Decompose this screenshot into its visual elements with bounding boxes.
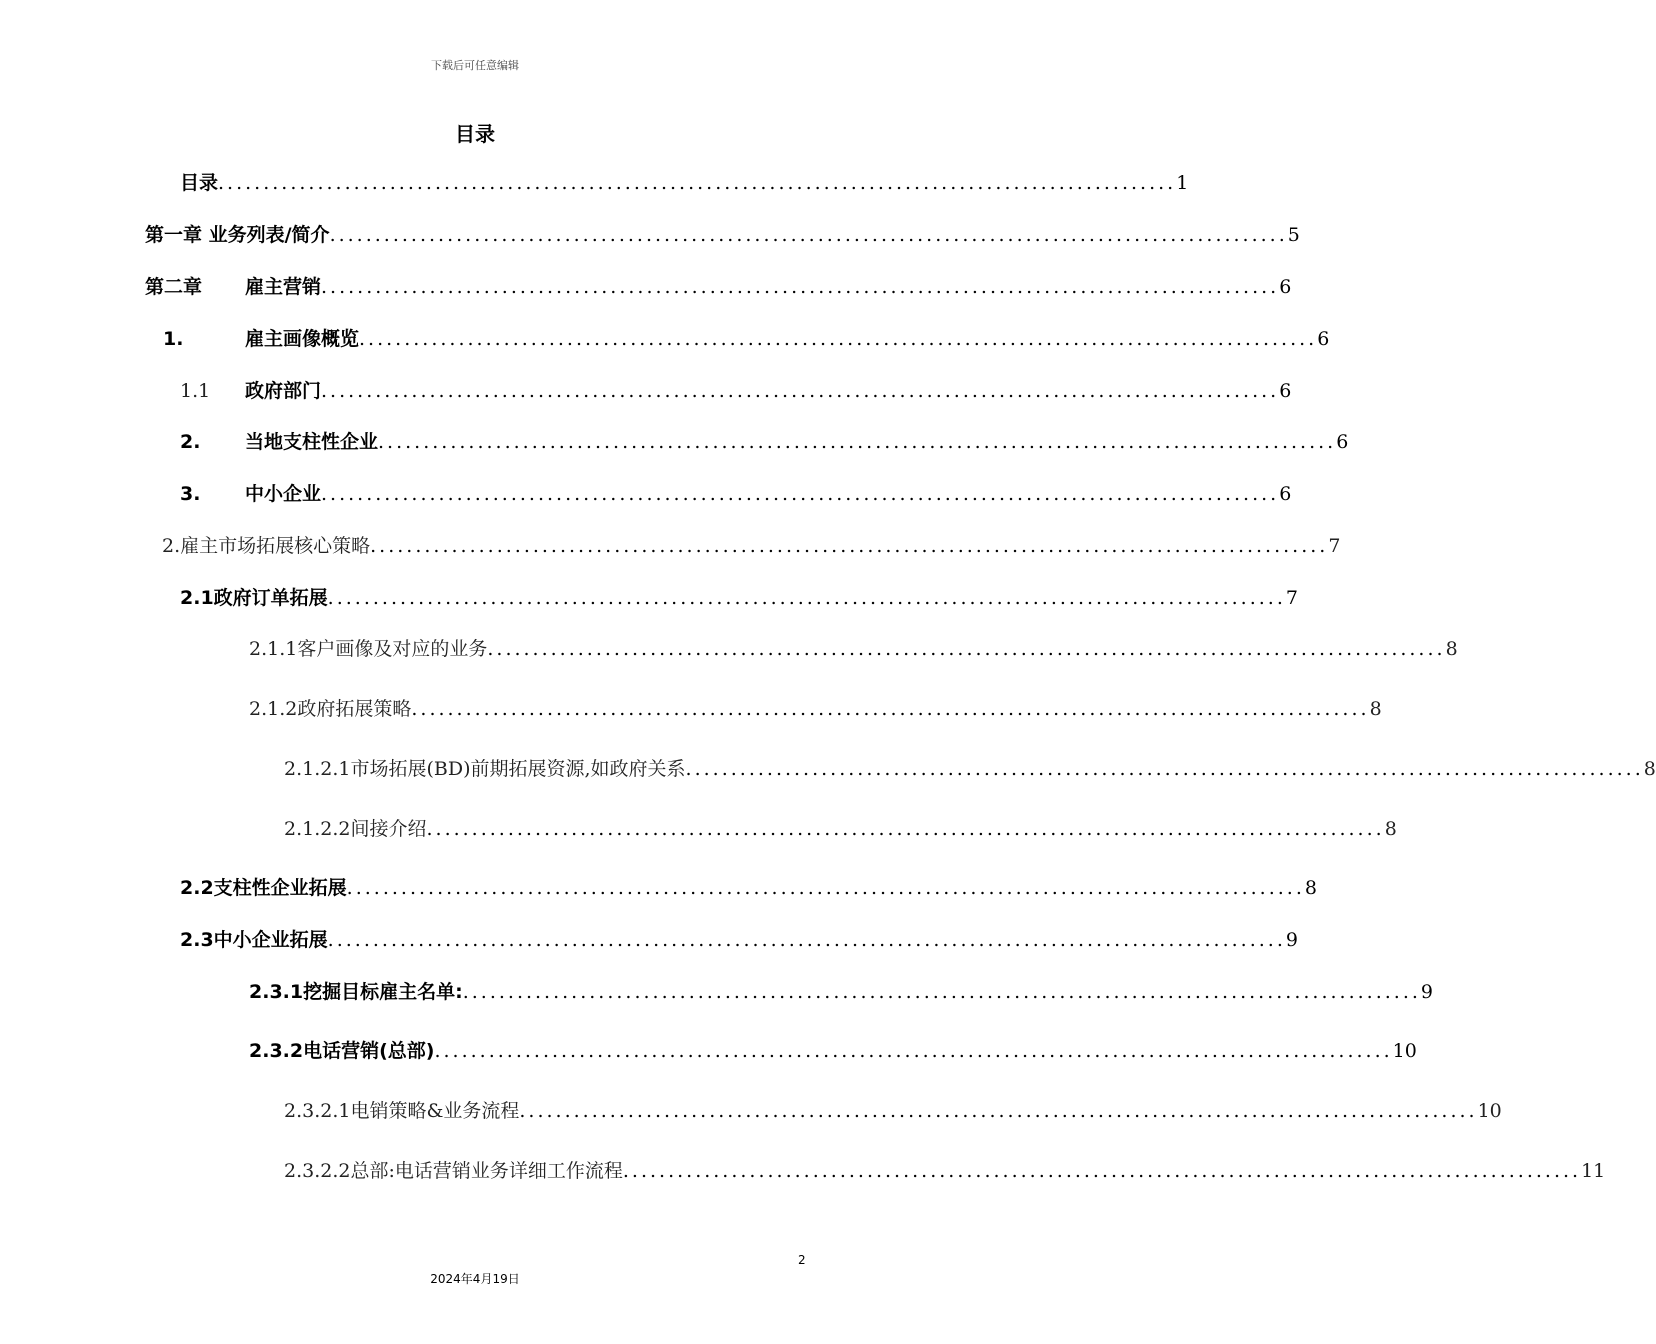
toc-entry[interactable] — [249, 695, 1382, 723]
toc-entry-label: 2.1.2.1市场拓展(BD)前期拓展资源,如政府关系 — [284, 758, 686, 780]
toc-entry-label: 中小企业 — [245, 483, 322, 505]
toc-entry-label: 政府部门 — [245, 380, 322, 402]
toc-leader: .......................................................................................................... — [346, 877, 1305, 899]
toc-entry-page: 10 — [1477, 1100, 1502, 1122]
toc-entry[interactable] — [284, 1157, 1606, 1185]
toc-entry-page: 8 — [1445, 638, 1458, 660]
toc-leader: .......................................................................................................... — [327, 587, 1286, 609]
toc-entry[interactable] — [249, 635, 1458, 663]
page-number: 2 — [798, 1253, 806, 1267]
toc-entry-page: 6 — [1279, 276, 1292, 298]
toc-entry-number: 第二章 — [145, 276, 203, 298]
toc-leader: .......................................................................................................... — [378, 431, 1337, 453]
toc-leader: .......................................................................................................... — [321, 380, 1280, 402]
header-note: 下载后可任意编辑 — [431, 59, 519, 72]
toc-entry[interactable] — [145, 221, 1300, 249]
toc-entry-page: 8 — [1369, 698, 1382, 720]
toc-entry-page: 1 — [1176, 172, 1189, 194]
toc-entry[interactable] — [180, 169, 1189, 197]
toc-entry-number: 1.1 — [180, 380, 211, 402]
toc-entry-page: 6 — [1317, 328, 1330, 350]
toc-entry[interactable] — [180, 480, 1292, 508]
toc-entry[interactable] — [284, 755, 1656, 783]
toc-entry[interactable] — [180, 874, 1317, 902]
toc-entry[interactable] — [180, 584, 1298, 612]
toc-entry-number: 1. — [163, 328, 184, 350]
toc-entry[interactable] — [284, 1097, 1502, 1125]
toc-entry[interactable] — [249, 1037, 1417, 1065]
toc-entry-label: 2.3.1挖掘目标雇主名单: — [249, 981, 463, 1003]
toc-entry[interactable] — [162, 532, 1341, 560]
toc-leader: .......................................................................................................... — [321, 483, 1280, 505]
toc-entry-label: 2.3.2电话营销(总部) — [249, 1040, 435, 1062]
toc-entry-page: 7 — [1328, 535, 1341, 557]
toc-entry-page: 7 — [1285, 587, 1298, 609]
toc-entry-page: 5 — [1287, 224, 1300, 246]
toc-entry[interactable] — [145, 273, 1292, 301]
toc-title: 目录 — [455, 122, 495, 146]
toc-entry-label: 2.3.2.2总部:电话营销业务详细工作流程 — [284, 1160, 623, 1182]
toc-leader: .......................................................................................................... — [462, 981, 1421, 1003]
toc-entry-label: 2.3.2.1电销策略&业务流程 — [284, 1100, 520, 1122]
toc-entry-label: 目录 — [180, 172, 219, 194]
toc-entry[interactable] — [163, 325, 1330, 353]
toc-entry-page: 6 — [1279, 483, 1292, 505]
toc-leader: .......................................................................................................... — [359, 328, 1318, 350]
toc-leader: .......................................................................................................... — [218, 172, 1177, 194]
toc-leader: .......................................................................................................... — [487, 638, 1446, 660]
toc-entry-page: 6 — [1336, 431, 1349, 453]
toc-leader: .......................................................................................................... — [327, 929, 1286, 951]
toc-leader: .......................................................................................................... — [329, 224, 1288, 246]
toc-entry-label: 雇主营销 — [245, 276, 322, 298]
toc-entry-label: 2.2支柱性企业拓展 — [180, 877, 347, 899]
toc-entry[interactable] — [180, 377, 1292, 405]
toc-entry-label: 2.雇主市场拓展核心策略 — [162, 535, 371, 557]
toc-entry-page: 10 — [1392, 1040, 1417, 1062]
toc-leader: .......................................................................................................... — [434, 1040, 1393, 1062]
toc-entry-label: 当地支柱性企业 — [245, 431, 379, 453]
toc-entry[interactable] — [284, 815, 1397, 843]
toc-entry-page: 8 — [1304, 877, 1317, 899]
toc-entry-label: 2.3中小企业拓展 — [180, 929, 328, 951]
toc-leader: .......................................................................................................... — [370, 535, 1329, 557]
toc-entry-number: 2. — [180, 431, 201, 453]
toc-leader: .......................................................................................................... — [685, 758, 1644, 780]
toc-entry[interactable] — [180, 428, 1349, 456]
toc-entry-page: 9 — [1420, 981, 1433, 1003]
toc-leader: .......................................................................................................... — [411, 698, 1370, 720]
toc-entry-page: 9 — [1285, 929, 1298, 951]
toc-entry-label: 2.1政府订单拓展 — [180, 587, 328, 609]
toc-entry-label: 2.1.2.2间接介绍 — [284, 818, 427, 840]
toc-entry-page: 8 — [1643, 758, 1656, 780]
toc-entry-page: 8 — [1384, 818, 1397, 840]
toc-entry-page: 11 — [1581, 1160, 1606, 1182]
toc-leader: .......................................................................................................... — [426, 818, 1385, 840]
toc-entry-label: 2.1.1客户画像及对应的业务 — [249, 638, 488, 660]
toc-entry-label: 2.1.2政府拓展策略 — [249, 698, 412, 720]
toc-leader: .......................................................................................................... — [321, 276, 1280, 298]
toc-leader: .......................................................................................................... — [622, 1160, 1582, 1182]
footer-date: 2024年4月19日 — [430, 1272, 520, 1286]
toc-entry-label: 雇主画像概览 — [245, 328, 360, 350]
toc-entry[interactable] — [180, 926, 1298, 954]
toc-entry-number: 3. — [180, 483, 201, 505]
toc-entry[interactable] — [249, 978, 1433, 1006]
toc-entry-label: 第一章 业务列表/简介 — [145, 224, 330, 246]
toc-entry-page: 6 — [1279, 380, 1292, 402]
toc-leader: .......................................................................................................... — [519, 1100, 1478, 1122]
